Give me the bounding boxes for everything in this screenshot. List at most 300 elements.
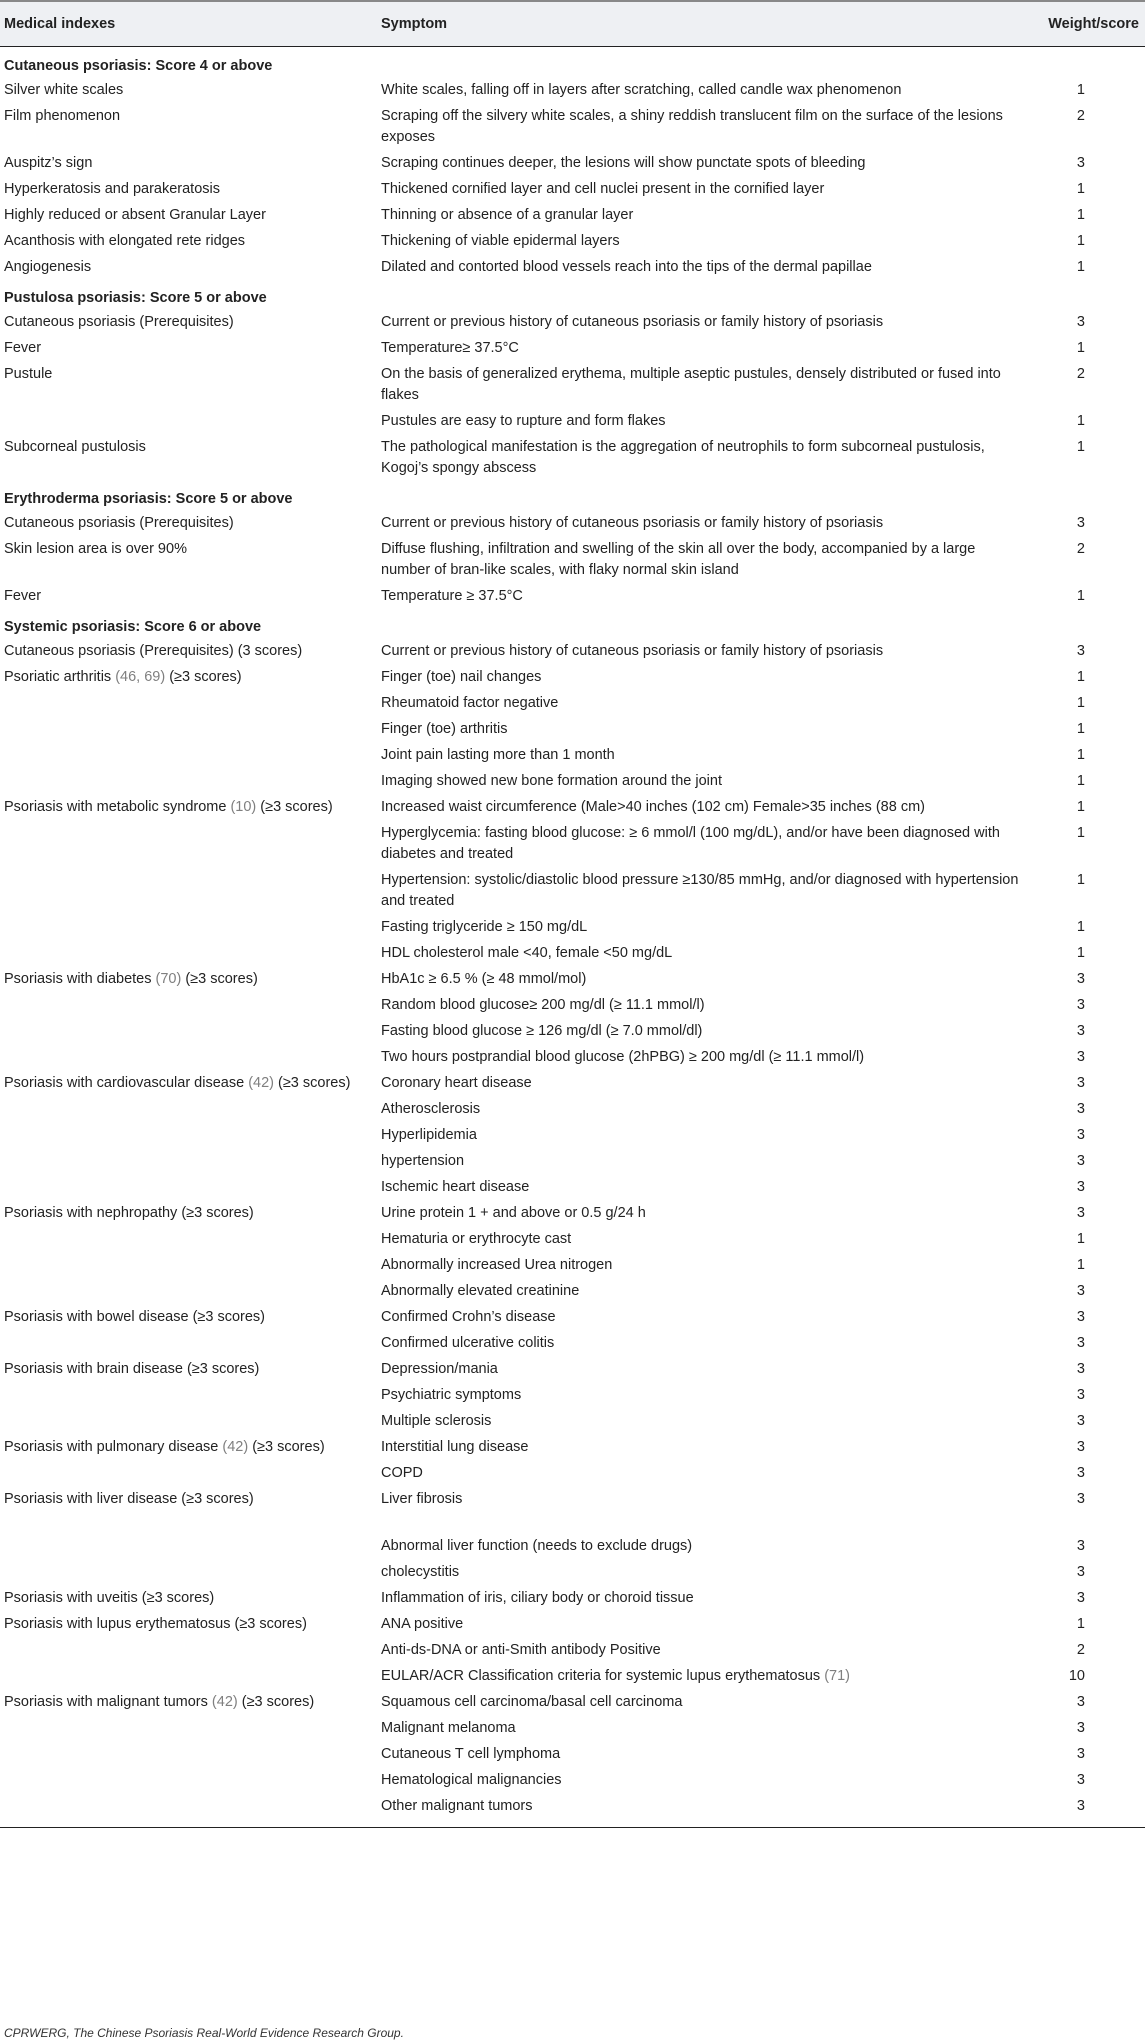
medical-index-cell (0, 1640, 377, 1666)
medical-index-cell (0, 771, 377, 797)
symptom-cell (377, 771, 1030, 797)
medical-index-cell (0, 719, 377, 745)
score-requirement: (≥3 scores) (248, 1439, 325, 1455)
symptom-cell (377, 1229, 1030, 1255)
header-symptom: Symptom (377, 1, 1030, 47)
weight-score-cell: 3 (1076, 1127, 1085, 1143)
medical-index-text: Psoriasis with nephropathy (≥3 scores) (4, 1205, 254, 1221)
symptom-cell (377, 179, 1030, 205)
symptom-cell (377, 667, 1030, 693)
footnote-abbreviation: CPRWERG (4, 2026, 67, 2040)
symptom-text: ANA positive (381, 1616, 464, 1632)
weight-score-cell: 1 (1076, 747, 1085, 763)
table-row (0, 1536, 1145, 1562)
table-row (0, 1203, 1145, 1229)
medical-index-cell (0, 106, 377, 153)
symptom-text: Hyperlipidemia (381, 1127, 477, 1143)
medical-index-text: Fever (4, 340, 42, 356)
symptom-cell (377, 745, 1030, 771)
weight-score-cell: 1 (1076, 1616, 1085, 1632)
table-row (0, 231, 1145, 257)
table-row (0, 205, 1145, 231)
weight-score-cell: 3 (1076, 1361, 1085, 1377)
table-row (0, 1255, 1145, 1281)
medical-index-cell (0, 943, 377, 969)
symptom-text: Squamous cell carcinoma/basal cell carcinoma (381, 1694, 683, 1710)
weight-score-cell: 3 (1076, 1309, 1085, 1325)
symptom-cell (377, 1614, 1030, 1640)
medical-index-cell (0, 179, 377, 205)
weight-score-cell: 2 (1076, 108, 1085, 124)
table-row (0, 943, 1145, 969)
symptom-cell (377, 1125, 1030, 1151)
symptom-text: Current or previous history of cutaneous psoriasis or family history of psoriasis (381, 515, 884, 531)
symptom-text: Fasting blood glucose ≥ 126 mg/dl (≥ 7.0 mmol/dl) (381, 1023, 703, 1039)
medical-index-cell (0, 1385, 377, 1411)
weight-score-cell: 3 (1076, 1205, 1085, 1221)
symptom-text: Cutaneous T cell lymphoma (381, 1746, 561, 1762)
medical-index-text: Highly reduced or absent Granular Layer (4, 207, 266, 223)
symptom-text: Temperature ≥ 37.5°C (381, 588, 523, 604)
medical-index-cell (0, 586, 377, 612)
medical-index-cell (0, 437, 377, 484)
weight-score-cell: 1 (1076, 669, 1085, 685)
score-requirement: (≥3 scores) (273, 1075, 351, 1091)
symptom-cell (377, 641, 1030, 667)
table-row (0, 312, 1145, 338)
medical-index-cell (0, 364, 377, 411)
weight-score-cell: 3 (1076, 1101, 1085, 1117)
table-row (0, 1047, 1145, 1073)
medical-index-text: Psoriasis with bowel disease (≥3 scores) (4, 1309, 265, 1325)
weight-score-cell: 1 (1076, 413, 1085, 429)
table-row (0, 1073, 1145, 1099)
symptom-text: Urine protein 1 + and above or 0.5 g/24 h (381, 1205, 646, 1221)
medical-index-cell (0, 693, 377, 719)
table-row (0, 1718, 1145, 1744)
symptom-text: Dilated and contorted blood vessels reach into the tips of the dermal papillae (381, 259, 872, 275)
medical-index-text: Psoriasis with lupus erythematosus (≥3 scores) (4, 1616, 307, 1632)
weight-score-cell: 3 (1076, 1590, 1085, 1606)
table-row (0, 1489, 1145, 1536)
medical-index-cell (0, 1536, 377, 1562)
table-body (0, 47, 1145, 1828)
symptom-text: Thinning or absence of a granular layer (381, 207, 634, 223)
weight-score-cell: 3 (1076, 1179, 1085, 1195)
reference-citation: (42) (211, 1694, 238, 1710)
symptom-text: Diffuse flushing, infiltration and swelling of the skin all over the body, accompanied by a large number of bran-like scales, with flaky normal skin island (381, 541, 976, 578)
medical-index-cell (0, 1125, 377, 1151)
symptom-text: Hematuria or erythrocyte cast (381, 1231, 572, 1247)
table-row (0, 1411, 1145, 1437)
table-row (0, 1021, 1145, 1047)
section-title: Cutaneous psoriasis: Score 4 or above (4, 58, 273, 74)
weight-score-cell: 3 (1076, 971, 1085, 987)
medical-index-text: Psoriatic arthritis (4, 669, 112, 685)
symptom-text: Hematological malignancies (381, 1772, 562, 1788)
medical-index-text: Angiogenesis (4, 259, 92, 275)
medical-index-text: Subcorneal pustulosis (4, 439, 146, 455)
symptom-cell (377, 1489, 1030, 1536)
symptom-text: Atherosclerosis (381, 1101, 481, 1117)
section-title: Systemic psoriasis: Score 6 or above (4, 619, 262, 635)
symptom-text: Hypertension: systolic/diastolic blood pressure ≥130/85 mmHg, and/or diagnosed with hypertension and treated (381, 872, 1019, 909)
medical-index-cell (0, 513, 377, 539)
table-row (0, 969, 1145, 995)
medical-index-text: Psoriasis with pulmonary disease (4, 1439, 219, 1455)
medical-index-cell (0, 1744, 377, 1770)
symptom-text: White scales, falling off in layers after scratching, called candle wax phenomenon (381, 82, 902, 98)
weight-score-cell: 3 (1076, 1465, 1085, 1481)
table-row (0, 823, 1145, 870)
medical-index-cell (0, 338, 377, 364)
symptom-text: Scraping off the silvery white scales, a shiny reddish translucent film on the surface of the lesions exposes (381, 108, 1003, 145)
symptom-cell (377, 231, 1030, 257)
symptom-text: Two hours postprandial blood glucose (2hPBG) ≥ 200 mg/dl (≥ 11.1 mmol/l) (381, 1049, 865, 1065)
symptom-text: cholecystitis (381, 1564, 460, 1580)
symptom-text: Fasting triglyceride ≥ 150 mg/dL (381, 919, 588, 935)
medical-index-cell (0, 1047, 377, 1073)
table-header-row (0, 1, 1145, 47)
table-row (0, 995, 1145, 1021)
footnote-text: , The Chinese Psoriasis Real-World Evidence Research Group. (66, 2026, 404, 2040)
symptom-text: Inflammation of iris, ciliary body or choroid tissue (381, 1590, 694, 1606)
symptom-text: Temperature≥ 37.5°C (381, 340, 519, 356)
symptom-cell (377, 1463, 1030, 1489)
symptom-text: Joint pain lasting more than 1 month (381, 747, 615, 763)
medical-index-text: Psoriasis with liver disease (≥3 scores) (4, 1491, 254, 1507)
table-row (0, 153, 1145, 179)
section-title: Pustulosa psoriasis: Score 5 or above (4, 290, 267, 306)
symptom-text: On the basis of generalized erythema, multiple aseptic pustules, densely distributed or fused into flakes (381, 366, 1001, 403)
weight-score-cell: 1 (1076, 1257, 1085, 1273)
table-row (0, 257, 1145, 283)
medical-index-cell (0, 231, 377, 257)
weight-score-cell: 2 (1076, 541, 1085, 557)
symptom-cell (377, 1692, 1030, 1718)
table-row (0, 1333, 1145, 1359)
symptom-cell (377, 1333, 1030, 1359)
table-row (0, 437, 1145, 484)
medical-index-cell (0, 80, 377, 106)
medical-index-text: Skin lesion area is over 90% (4, 541, 187, 557)
symptom-cell (377, 1255, 1030, 1281)
symptom-text: Thickening of viable epidermal layers (381, 233, 620, 249)
symptom-cell (377, 1099, 1030, 1125)
table-row (0, 1359, 1145, 1385)
medical-index-cell (0, 1463, 377, 1489)
medical-index-cell (0, 1411, 377, 1437)
weight-score-cell: 3 (1076, 997, 1085, 1013)
symptom-cell (377, 1307, 1030, 1333)
weight-score-cell: 3 (1076, 1075, 1085, 1091)
symptom-text: Other malignant tumors (381, 1798, 533, 1814)
table-row (0, 641, 1145, 667)
score-requirement: (≥3 scores) (256, 799, 333, 815)
weight-score-cell: 3 (1076, 1023, 1085, 1039)
medical-index-cell (0, 257, 377, 283)
symptom-text: HbA1c ≥ 6.5 % (≥ 48 mmol/mol) (381, 971, 587, 987)
medical-index-cell (0, 1021, 377, 1047)
table-row (0, 1281, 1145, 1307)
weight-score-cell: 3 (1076, 314, 1085, 330)
table-row (0, 364, 1145, 411)
weight-score-cell: 3 (1076, 1335, 1085, 1351)
weight-score-cell: 1 (1076, 1231, 1085, 1247)
section-header-row (0, 283, 1145, 312)
symptom-text: Confirmed ulcerative colitis (381, 1335, 555, 1351)
symptom-text: Abnormally increased Urea nitrogen (381, 1257, 613, 1273)
reference-citation: (42) (248, 1075, 274, 1091)
section-header-row (0, 484, 1145, 513)
symptom-cell (377, 1770, 1030, 1796)
symptom-text: Pustules are easy to rupture and form flakes (381, 413, 666, 429)
header-medical-indexes: Medical indexes (0, 1, 377, 47)
weight-score-cell: 1 (1076, 207, 1085, 223)
symptom-cell (377, 870, 1030, 917)
symptom-text: Malignant melanoma (381, 1720, 516, 1736)
medical-index-cell (0, 1099, 377, 1125)
medical-index-text: Psoriasis with uveitis (≥3 scores) (4, 1590, 215, 1606)
symptom-cell (377, 257, 1030, 283)
table-row (0, 1666, 1145, 1692)
symptom-text: The pathological manifestation is the aggregation of neutrophils to form subcorneal pustulosis, Kogoj’s spongy abscess (381, 439, 985, 476)
medical-index-cell (0, 1489, 377, 1536)
weight-score-cell: 3 (1076, 1746, 1085, 1762)
medical-index-text: Hyperkeratosis and parakeratosis (4, 181, 220, 197)
symptom-cell (377, 411, 1030, 437)
weight-score-cell: 3 (1076, 1491, 1085, 1507)
medical-index-cell (0, 1255, 377, 1281)
score-requirement: (≥3 scores) (165, 669, 242, 685)
symptom-cell (377, 586, 1030, 612)
symptom-text: Finger (toe) nail changes (381, 669, 542, 685)
symptom-cell (377, 1437, 1030, 1463)
medical-index-text: Psoriasis with diabetes (4, 971, 152, 987)
weight-score-cell: 3 (1076, 1538, 1085, 1554)
symptom-text: hypertension (381, 1153, 465, 1169)
medical-index-text: Cutaneous psoriasis (Prerequisites) (3 scores) (4, 643, 303, 659)
weight-score-cell: 10 (1068, 1668, 1085, 1684)
weight-score-cell: 3 (1076, 1049, 1085, 1065)
table-row (0, 513, 1145, 539)
table-row (0, 1588, 1145, 1614)
medical-index-text: Cutaneous psoriasis (Prerequisites) (4, 314, 234, 330)
symptom-cell (377, 1744, 1030, 1770)
symptom-cell (377, 823, 1030, 870)
medical-index-cell (0, 1333, 377, 1359)
medical-index-text: Psoriasis with brain disease (≥3 scores) (4, 1361, 260, 1377)
symptom-text: HDL cholesterol male <40, female <50 mg/dL (381, 945, 673, 961)
symptom-text: Thickened cornified layer and cell nuclei present in the cornified layer (381, 181, 825, 197)
weight-score-cell: 3 (1076, 1439, 1085, 1455)
medical-index-cell (0, 1307, 377, 1333)
symptom-text: Current or previous history of cutaneous psoriasis or family history of psoriasis (381, 643, 884, 659)
symptom-cell (377, 1177, 1030, 1203)
weight-score-cell: 1 (1076, 588, 1085, 604)
table-row (0, 693, 1145, 719)
symptom-text: Depression/mania (381, 1361, 498, 1377)
weight-score-cell: 1 (1076, 945, 1085, 961)
weight-score-cell: 1 (1076, 695, 1085, 711)
symptom-cell (377, 153, 1030, 179)
medical-index-text: Acanthosis with elongated rete ridges (4, 233, 246, 249)
header-weight-score: Weight/score (1030, 1, 1145, 47)
medical-index-cell (0, 1073, 377, 1099)
weight-score-cell: 3 (1076, 1694, 1085, 1710)
table-row (0, 1692, 1145, 1718)
symptom-text: Rheumatoid factor negative (381, 695, 559, 711)
reference-citation: (70) (155, 971, 182, 987)
table-row (0, 917, 1145, 943)
symptom-text: Ischemic heart disease (381, 1179, 530, 1195)
symptom-cell (377, 1073, 1030, 1099)
table-row (0, 1307, 1145, 1333)
symptom-text: Liver fibrosis (381, 1491, 463, 1507)
symptom-text: Current or previous history of cutaneous psoriasis or family history of psoriasis (381, 314, 884, 330)
symptom-cell (377, 797, 1030, 823)
section-header-row (0, 612, 1145, 641)
table-row (0, 106, 1145, 153)
medical-index-cell (0, 1666, 377, 1692)
symptom-cell (377, 312, 1030, 338)
weight-score-cell: 3 (1076, 1413, 1085, 1429)
medical-index-cell (0, 1281, 377, 1307)
medical-index-cell (0, 1359, 377, 1385)
symptom-cell (377, 1385, 1030, 1411)
weight-score-cell: 1 (1076, 799, 1085, 815)
symptom-cell (377, 1203, 1030, 1229)
symptom-cell (377, 539, 1030, 586)
medical-index-text: Psoriasis with metabolic syndrome (4, 799, 227, 815)
weight-score-cell: 3 (1076, 1772, 1085, 1788)
symptom-cell (377, 338, 1030, 364)
symptom-text: COPD (381, 1465, 423, 1481)
table-row (0, 667, 1145, 693)
symptom-cell (377, 1666, 1030, 1692)
medical-index-cell (0, 1177, 377, 1203)
symptom-cell (377, 943, 1030, 969)
table-row (0, 1229, 1145, 1255)
medical-index-cell (0, 1229, 377, 1255)
medical-index-cell (0, 823, 377, 870)
symptom-cell (377, 1536, 1030, 1562)
symptom-cell (377, 917, 1030, 943)
symptom-cell (377, 1562, 1030, 1588)
symptom-cell (377, 1047, 1030, 1073)
score-requirement: (≥3 scores) (181, 971, 258, 987)
table-row (0, 1614, 1145, 1640)
symptom-text: Interstitial lung disease (381, 1439, 529, 1455)
symptom-text: Coronary heart disease (381, 1075, 532, 1091)
symptom-text: Confirmed Crohn’s disease (381, 1309, 556, 1325)
medical-index-cell (0, 1614, 377, 1640)
weight-score-cell: 2 (1076, 1642, 1085, 1658)
medical-index-cell (0, 917, 377, 943)
table-row (0, 1770, 1145, 1796)
symptom-cell (377, 995, 1030, 1021)
medical-index-cell (0, 995, 377, 1021)
medical-index-cell (0, 1203, 377, 1229)
table-row (0, 1640, 1145, 1666)
medical-index-cell (0, 667, 377, 693)
weight-score-cell: 1 (1076, 233, 1085, 249)
symptom-text: Random blood glucose≥ 200 mg/dl (≥ 11.1 mmol/l) (381, 997, 705, 1013)
symptom-text: Increased waist circumference (Male>40 inches (102 cm) Female>35 inches (88 cm) (381, 799, 925, 815)
weight-score-cell: 1 (1076, 340, 1085, 356)
medical-index-cell (0, 205, 377, 231)
table-row (0, 771, 1145, 797)
symptom-cell (377, 80, 1030, 106)
symptom-cell (377, 1588, 1030, 1614)
section-header-row (0, 47, 1145, 81)
symptom-text: EULAR/ACR Classification criteria for systemic lupus erythematosus (381, 1668, 821, 1684)
symptom-cell (377, 1151, 1030, 1177)
weight-score-cell: 3 (1076, 1387, 1085, 1403)
weight-score-cell: 3 (1076, 1283, 1085, 1299)
table-row (0, 586, 1145, 612)
section-title: Erythroderma psoriasis: Score 5 or above (4, 491, 293, 507)
symptom-cell (377, 969, 1030, 995)
table-row (0, 1385, 1145, 1411)
medical-index-cell (0, 870, 377, 917)
reference-citation: (71) (824, 1668, 850, 1684)
weight-score-cell: 1 (1076, 259, 1085, 275)
symptom-cell (377, 364, 1030, 411)
table-row (0, 745, 1145, 771)
weight-score-cell: 3 (1076, 1720, 1085, 1736)
symptom-cell (377, 1281, 1030, 1307)
table-row (0, 1744, 1145, 1770)
medical-index-text: Fever (4, 588, 42, 604)
symptom-cell (377, 1021, 1030, 1047)
symptom-cell (377, 1359, 1030, 1385)
symptom-cell (377, 1411, 1030, 1437)
reference-citation: (10) (230, 799, 257, 815)
table-row (0, 179, 1145, 205)
table-row (0, 1796, 1145, 1828)
medical-index-text: Pustule (4, 366, 53, 382)
medical-index-cell (0, 539, 377, 586)
weight-score-cell: 1 (1076, 82, 1085, 98)
medical-index-cell (0, 1718, 377, 1744)
symptom-cell (377, 719, 1030, 745)
symptom-text: Anti-ds-DNA or anti-Smith antibody Positive (381, 1642, 661, 1658)
table-row (0, 539, 1145, 586)
medical-index-cell (0, 153, 377, 179)
table-row (0, 1099, 1145, 1125)
weight-score-cell: 3 (1076, 1153, 1085, 1169)
medical-index-cell (0, 969, 377, 995)
weight-score-cell: 1 (1076, 439, 1085, 455)
medical-index-cell (0, 745, 377, 771)
medical-index-cell (0, 1562, 377, 1588)
symptom-text: Hyperglycemia: fasting blood glucose: ≥ 6 mmol/l (100 mg/dL), and/or have been diagnosed with diabetes and treated (381, 825, 1000, 862)
symptom-cell (377, 693, 1030, 719)
weight-score-cell: 3 (1076, 643, 1085, 659)
weight-score-cell: 1 (1076, 773, 1085, 789)
table-row (0, 1437, 1145, 1463)
medical-index-cell (0, 1692, 377, 1718)
medical-index-cell (0, 1437, 377, 1463)
weight-score-cell: 1 (1076, 919, 1085, 935)
medical-index-cell (0, 1770, 377, 1796)
medical-index-text: Auspitz’s sign (4, 155, 93, 171)
medical-index-cell (0, 312, 377, 338)
table-row (0, 1125, 1145, 1151)
medical-index-cell (0, 411, 377, 437)
symptom-text: Psychiatric symptoms (381, 1387, 522, 1403)
